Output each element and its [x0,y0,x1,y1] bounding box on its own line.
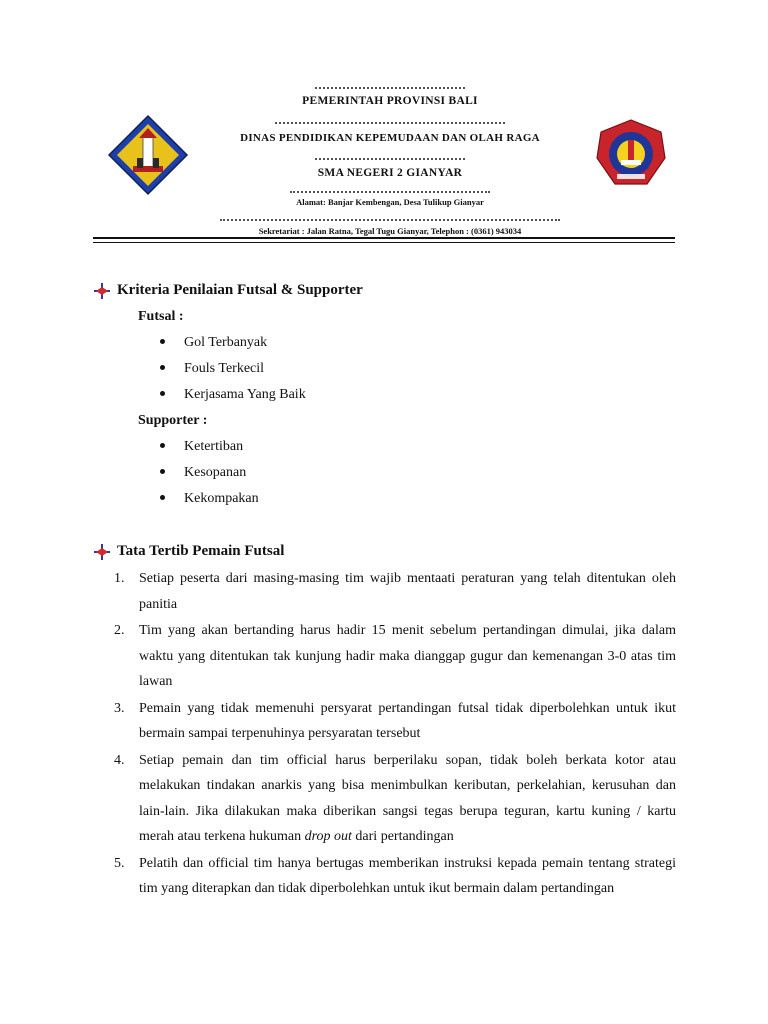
list-item [114,566,676,617]
rule-text: Setiap pemain dan tim official harus berperilaku sopan, tidak boleh berkata kotor atau melakukan tindakan anarkis yang bisa menimbulkan keributan, perkelahian, kerusuhan dan lain-lain. Jika dilakukan maka diberikan sangsi tegas berupa teguran, kartu kuning / kartu merah atau terkena hukuman [139,752,676,844]
bullet-dot [160,339,165,344]
list-item-text: Ketertiban [184,439,244,454]
arrow-bullet-icon [94,283,110,299]
list-item [114,851,676,902]
list-item [160,491,259,507]
list-item-text: Fouls Terkecil [184,361,265,376]
section-heading-kriteria [94,282,363,299]
letterhead [95,74,675,242]
school-address: Alamat: Banjar Kembengan, Desa Tulikup Gianyar [296,197,484,207]
list-item [160,335,267,351]
list-item-text: Gol Terbanyak [184,335,268,350]
rule-text: Pelatih dan official tim hanya bertugas memberikan instruksi kepada pemain tentang strategi tim yang diterapkan dan tidak diperbolehkan untuk ikut bermain dalam pertandingan [139,855,676,896]
list-item [160,465,246,481]
school-name: SMA NEGERI 2 GIANYAR [317,166,463,179]
bullet-dot [160,391,165,396]
balinese-script-line [290,182,490,193]
rule-number: 4. [114,752,125,768]
bullet-dot [160,469,165,474]
department-name: DINAS PENDIDIKAN KEPEMUDAAN DAN OLAH RAGA [240,131,540,144]
balinese-script-line [220,210,560,221]
rules-list [114,566,676,902]
futsal-label: Futsal : [138,309,184,324]
bullet-dot [160,443,165,448]
school-emblem-icon [595,118,667,190]
balinese-script-line [275,113,505,124]
list-item [114,748,676,850]
rule-number: 5. [114,855,125,871]
section-title: Kriteria Penilaian Futsal & Supporter [117,282,363,298]
bullet-dot [160,495,165,500]
list-item [114,618,676,695]
arrow-bullet-icon [94,544,110,560]
balinese-script-line [315,149,465,160]
section-heading-tata-tertib [94,543,284,560]
rule-italic-term: drop out [304,829,352,844]
bali-province-emblem-icon [107,114,189,196]
letterhead-divider [93,237,675,243]
letterhead-text [185,74,595,235]
rule-number: 3. [114,700,125,716]
rule-number: 2. [114,623,125,638]
rule-text-end: dari pertandingan [355,829,454,844]
list-item [160,387,306,403]
rule-text: Setiap peserta dari masing-masing tim wajib mentaati peraturan yang telah ditentukan oleh panitia [139,571,676,612]
list-item [114,696,676,747]
rule-text: Tim yang akan bertanding harus hadir 15 menit sebelum pertandingan dimulai, jika dalam waktu yang ditentukan tak kunjung hadir maka dianggap gugur dan kemenangan 3-0 atas tim lawan [139,623,676,689]
list-item-text: Kerjasama Yang Baik [184,387,306,402]
government-name: PEMERINTAH PROVINSI BALI [302,95,478,107]
rule-number: 1. [114,571,125,586]
list-item-text: Kesopanan [184,465,247,480]
section-title: Tata Tertib Pemain Futsal [117,543,285,559]
list-item [160,439,243,455]
list-item-text: Kekompakan [184,491,259,506]
list-item [160,361,264,377]
secretariat-address: Sekretariat : Jalan Ratna, Tegal Tugu Gianyar, Telephon : (0361) 943034 [258,225,522,236]
balinese-script-line [315,78,465,89]
bullet-dot [160,365,165,370]
supporter-label: Supporter : [138,413,208,428]
rule-text: Pemain yang tidak memenuhi persyarat pertandingan futsal tidak diperbolehkan untuk ikut bermain sampai terpenuhinya persyaratan tersebut [139,700,676,741]
